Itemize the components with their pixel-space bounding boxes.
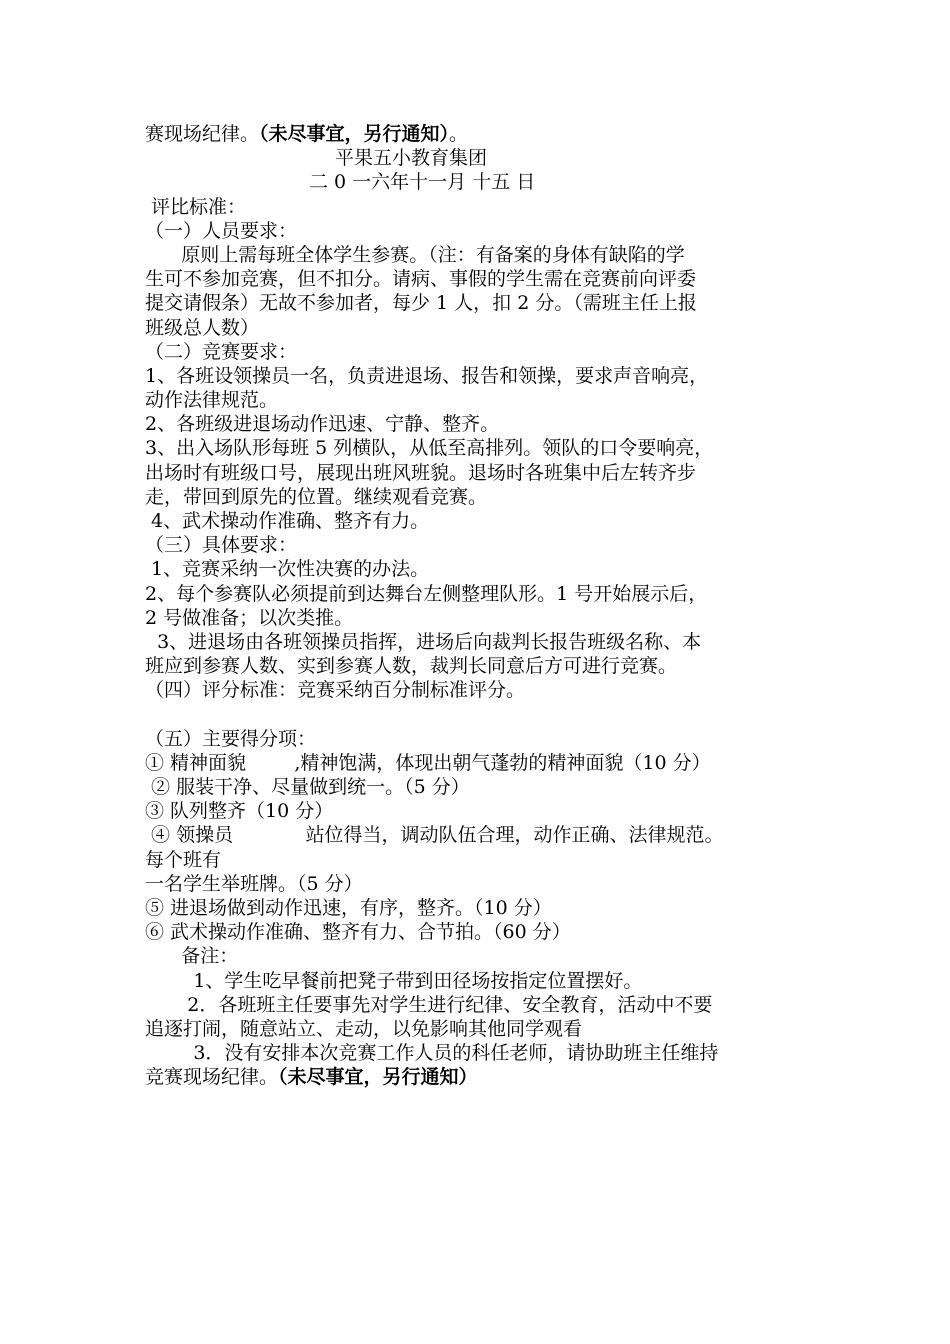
top-fragment-line (145, 122, 815, 146)
section1-heading: （一）人员要求： (145, 219, 298, 242)
top-fragment-tail: 。 (449, 123, 469, 145)
blank-line (145, 703, 815, 727)
score-item: 一名学生举班牌。（5 分） (145, 872, 363, 895)
notes-heading: 备注： (145, 945, 239, 968)
section2-line: 1、各班设领操员一名，负责进退场、报告和领操，要求声音响亮， (145, 364, 709, 387)
notes-last-text: 竞赛现场纪律。 (145, 1066, 279, 1089)
section3-heading: （三）具体要求： (145, 534, 298, 557)
section3-line: 1、竞赛采纳一次性决赛的办法。 (145, 558, 430, 581)
score-item: ④ 领操员 站位得当，调动队伍合理，动作正确、法律规范。 (145, 824, 724, 847)
section3-line: 2 号做准备；以次类推。 (145, 606, 354, 629)
section4-heading: （四）评分标准：竞赛采纳百分制标准评分。 (145, 679, 526, 702)
section1-line: 生可不参加竞赛，但不扣分。请病、事假的学生需在竞赛前向评委 (145, 268, 697, 291)
signature-org: 平果五小教育集团 (335, 147, 488, 170)
section2-line: 4、武术操动作准确、整齐有力。 (145, 510, 430, 532)
section2-line: 2、各班级进退场动作迅速、宁静、整齐。 (145, 413, 500, 436)
section2-heading: （二）竞赛要求： (145, 340, 298, 363)
section2-line: 3、出入场队形每班 5 列横队，从低至高排列。领队的口令要响亮， (145, 437, 714, 460)
section3-line: 2、每个参赛队必须提前到达舞台左侧整理队形。1 号开始展示后， (145, 582, 708, 605)
score-item: 每个班有 (145, 848, 222, 871)
section5-heading: （五）主要得分项： (145, 727, 317, 750)
signature-date: 二 0 一六年十一月 十五 日 (309, 171, 536, 194)
score-item: ⑥ 武术操动作准确、整齐有力、合节拍。（60 分） (145, 921, 571, 944)
notes-line: 3．没有安排本次竞赛工作人员的科任老师，请协助班主任维持 (145, 1042, 719, 1065)
section3-line: 班应到参赛人数、实到参赛人数，裁判长同意后方可进行竞赛。 (145, 655, 678, 678)
score-item: ① 精神面貌 ,精神饱满，体现出朝气蓬勃的精神面貌（10 分） (145, 751, 711, 774)
notes-line: 1、学生吃早餐前把凳子带到田径场按指定位置摆好。 (145, 969, 643, 992)
section2-line: 出场时有班级口号，展现出班风班貌。退场时各班集中后左转齐步 (145, 461, 697, 484)
standards-heading: 评比标准： (145, 195, 247, 218)
notes-last-line (145, 1065, 815, 1089)
section1-line: 原则上需每班全体学生参赛。（注：有备案的身体有缺陷的学 (145, 243, 685, 266)
section2-line: 动作法律规范。 (145, 389, 279, 412)
top-fragment-text: 赛现场纪律。 (145, 123, 260, 145)
notes-line: 2．各班班主任要事先对学生进行纪律、安全教育，活动中不要 (145, 993, 713, 1016)
score-item: ② 服装干净、尽量做到统一。（5 分） (145, 776, 470, 799)
score-item: ⑤ 进退场做到动作迅速，有序，整齐。（10 分） (145, 897, 552, 919)
section1-line: 班级总人数） (145, 316, 260, 339)
notes-line: 追逐打闹，随意站立、走动，以免影响其他同学观看 (145, 1017, 583, 1040)
section3-line: 3、进退场由各班领操员指挥，进场后向裁判长报告班级名称、本 (145, 630, 702, 653)
notes-last-bold: （未尽事宜，另行通知） (278, 1066, 478, 1089)
section2-line: 走，带回到原先的位置。继续观看竞赛。 (145, 485, 488, 508)
document-page (145, 122, 815, 1090)
top-fragment-bold: （未尽事宜，另行通知） (259, 123, 450, 145)
score-item: ③ 队列整齐（10 分） (145, 800, 334, 823)
section1-line: 提交请假条）无故不参加者，每少 1 人，扣 2 分。（需班主任上报 (145, 292, 697, 315)
